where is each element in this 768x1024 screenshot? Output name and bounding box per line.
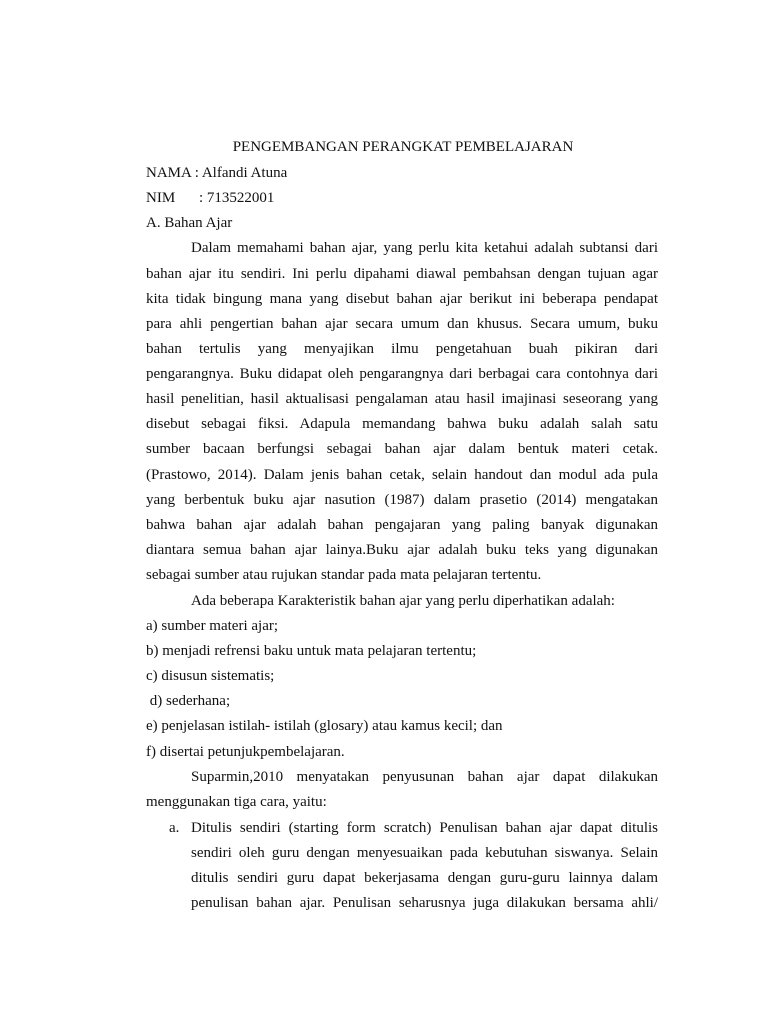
section-heading: A. Bahan Ajar bbox=[146, 215, 233, 231]
paragraph-line: para ahli pengertian bahan ajar secara umum dan khusus. Secara umum, buku bbox=[146, 316, 658, 332]
characteristic-item: b) menjadi refrensi baku untuk mata pelajaran tertentu; bbox=[146, 643, 477, 659]
characteristic-item: e) penjelasan istilah- istilah (glosary) atau kamus kecil; dan bbox=[146, 718, 503, 734]
list-item-line: sendiri oleh guru dengan menyesuaikan pada kebutuhan siswanya. Selain bbox=[191, 845, 658, 861]
paragraph-line: bahan tertulis yang menyajikan ilmu pengetahuan buah pikiran dari bbox=[146, 341, 658, 357]
paragraph-line: disebut sebagai fiksi. Adapula memandang bahwa buku adalah salah satu bbox=[146, 416, 658, 432]
paragraph-line: kita tidak bingung mana yang disebut bahan ajar berikut ini beberapa pendapat bbox=[146, 291, 658, 307]
paragraph-line: yang berbentuk buku ajar nasution (1987) dalam prasetio (2014) mengatakan bbox=[146, 492, 658, 508]
paragraph-line: bahan ajar itu sendiri. Ini perlu dipahami diawal pembahsan dengan tujuan agar bbox=[146, 266, 658, 282]
paragraph-line: menggunakan tiga cara, yaitu: bbox=[146, 794, 327, 810]
paragraph-line: sebagai sumber atau rujukan standar pada mata pelajaran tertentu. bbox=[146, 567, 542, 583]
paragraph-line: pengarangnya. Buku didapat oleh pengarangnya dari berbagai cara contohnya dari bbox=[146, 366, 658, 382]
paragraph-line: (Prastowo, 2014). Dalam jenis bahan cetak, selain handout dan modul ada pula bbox=[146, 467, 658, 483]
paragraph-line: Suparmin,2010 menyatakan penyusunan bahan ajar dapat dilakukan bbox=[191, 769, 658, 785]
list-item-line: penulisan bahan ajar. Penulisan seharusnya juga dilakukan bersama ahli/ bbox=[191, 895, 658, 911]
name-line: NAMA : Alfandi Atuna bbox=[146, 165, 288, 181]
paragraph-line: sumber bacaan berfungsi sebagai bahan ajar dalam bentuk materi cetak. bbox=[146, 441, 658, 457]
characteristic-item: a) sumber materi ajar; bbox=[146, 618, 279, 634]
paragraph-line: Dalam memahami bahan ajar, yang perlu kita ketahui adalah subtansi dari bbox=[191, 240, 658, 256]
list-item-line: ditulis sendiri guru dapat bekerjasama dengan guru-guru lainnya dalam bbox=[191, 870, 658, 886]
list-item-line: Ditulis sendiri (starting form scratch) Penulisan bahan ajar dapat ditulis bbox=[191, 820, 658, 836]
characteristics-intro: Ada beberapa Karakteristik bahan ajar yang perlu diperhatikan adalah: bbox=[191, 593, 615, 609]
paragraph-line: bahwa bahan ajar adalah bahan pengajaran yang paling banyak digunakan bbox=[146, 517, 658, 533]
characteristic-item: d) sederhana; bbox=[146, 693, 231, 709]
document-title: PENGEMBANGAN PERANGKAT PEMBELAJARAN bbox=[232, 139, 574, 155]
paragraph-line: hasil penelitian, hasil aktualisasi pengalaman atau hasil imajinasi seseorang yang bbox=[146, 391, 658, 407]
paragraph-line: diantara semua bahan ajar lainya.Buku ajar adalah buku teks yang digunakan bbox=[146, 542, 658, 558]
nim-label: NIM bbox=[146, 190, 176, 206]
nim-line bbox=[146, 189, 275, 207]
nim-value: : 713522001 bbox=[199, 190, 275, 206]
characteristic-item: c) disusun sistematis; bbox=[146, 668, 275, 684]
list-marker-a: a. bbox=[169, 820, 180, 836]
characteristic-item: f) disertai petunjukpembelajaran. bbox=[146, 744, 345, 760]
